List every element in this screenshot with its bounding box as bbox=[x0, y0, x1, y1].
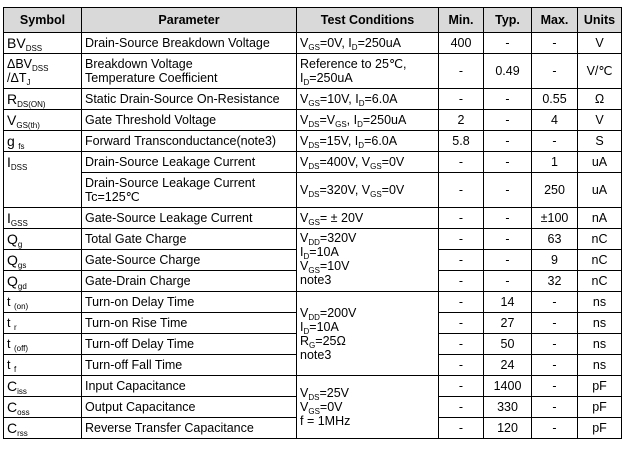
typ-cell: - bbox=[484, 33, 532, 54]
max-cell: - bbox=[532, 292, 578, 313]
symbol-cell: $\Delta BV_{DSS}$ $/\Delta T_J$ bbox=[4, 54, 82, 89]
max-cell: 1 bbox=[532, 152, 578, 173]
symbol-cell: $BV_{DSS}$ bbox=[4, 33, 82, 54]
typ-cell: - bbox=[484, 131, 532, 152]
symbol-cell: $Q_g$ bbox=[4, 229, 82, 250]
min-cell: - bbox=[439, 292, 484, 313]
typ-cell: 50 bbox=[484, 334, 532, 355]
table-row bbox=[4, 173, 622, 208]
unit-cell: pF bbox=[578, 418, 622, 439]
symbol-cell: t $_r$ bbox=[4, 313, 82, 334]
max-cell: - bbox=[532, 33, 578, 54]
min-cell: - bbox=[439, 376, 484, 397]
header-conditions: Test Conditions bbox=[297, 8, 439, 33]
header-symbol: Symbol bbox=[4, 8, 82, 33]
table-row bbox=[4, 376, 622, 397]
unit-cell: pF bbox=[578, 376, 622, 397]
conditions-cell: $V_{DS}=V_{GS}$, $I_D=250uA$ bbox=[297, 110, 439, 131]
max-cell: 4 bbox=[532, 110, 578, 131]
typ-cell: 27 bbox=[484, 313, 532, 334]
electrical-characteristics-table bbox=[3, 7, 622, 439]
header-units: Units bbox=[578, 8, 622, 33]
conditions-cell: Reference to 25℃, $I_D=250uA$ bbox=[297, 54, 439, 89]
max-cell: 0.55 bbox=[532, 89, 578, 110]
unit-cell: ns bbox=[578, 334, 622, 355]
parameter-cell: Static Drain-Source On-Resistance bbox=[82, 89, 297, 110]
typ-cell: 0.49 bbox=[484, 54, 532, 89]
min-cell: - bbox=[439, 208, 484, 229]
conditions-cell: $V_{DS}=400V$, $V_{GS}=0V$ bbox=[297, 152, 439, 173]
parameter-cell: Total Gate Charge bbox=[82, 229, 297, 250]
parameter-cell: Reverse Transfer Capacitance bbox=[82, 418, 297, 439]
parameter-cell: Gate-Drain Charge bbox=[82, 271, 297, 292]
symbol-cell: $I_{DSS}$ bbox=[4, 152, 82, 208]
max-cell: 250 bbox=[532, 173, 578, 208]
unit-cell: nC bbox=[578, 229, 622, 250]
unit-cell: nC bbox=[578, 250, 622, 271]
parameter-cell: Gate-Source Charge bbox=[82, 250, 297, 271]
symbol-cell: $R_{DS(ON)}$ bbox=[4, 89, 82, 110]
unit-cell: V bbox=[578, 110, 622, 131]
typ-cell: 120 bbox=[484, 418, 532, 439]
typ-cell: 14 bbox=[484, 292, 532, 313]
symbol-cell: $Q_{gd}$ bbox=[4, 271, 82, 292]
typ-cell: - bbox=[484, 110, 532, 131]
parameter-cell: Gate Threshold Voltage bbox=[82, 110, 297, 131]
header-max: Max. bbox=[532, 8, 578, 33]
conditions-cell: $V_{GS}= \pm 20V$ bbox=[297, 208, 439, 229]
min-cell: - bbox=[439, 334, 484, 355]
table-row bbox=[4, 33, 622, 54]
parameter-cell: Drain-Source Leakage Current Tc=125℃ bbox=[82, 173, 297, 208]
unit-cell: pF bbox=[578, 397, 622, 418]
min-cell: 2 bbox=[439, 110, 484, 131]
parameter-cell: Breakdown Voltage Temperature Coefficient bbox=[82, 54, 297, 89]
conditions-cell: $V_{DS}=320V$, $V_{GS}=0V$ bbox=[297, 173, 439, 208]
unit-cell: V/℃ bbox=[578, 54, 622, 89]
typ-cell: - bbox=[484, 250, 532, 271]
max-cell: - bbox=[532, 397, 578, 418]
conditions-cell: $V_{DD}=320V$ $I_D=10A$ $V_{GS}=10V$ note3 bbox=[297, 229, 439, 292]
typ-cell: - bbox=[484, 173, 532, 208]
symbol-cell: g $_{fs}$ bbox=[4, 131, 82, 152]
symbol-cell: t $_{(off)}$ bbox=[4, 334, 82, 355]
unit-cell: Ω bbox=[578, 89, 622, 110]
parameter-cell: Drain-Source Breakdown Voltage bbox=[82, 33, 297, 54]
unit-cell: uA bbox=[578, 152, 622, 173]
symbol-cell: $C_{rss}$ bbox=[4, 418, 82, 439]
unit-cell: ns bbox=[578, 313, 622, 334]
table-row bbox=[4, 152, 622, 173]
max-cell: - bbox=[532, 334, 578, 355]
min-cell: - bbox=[439, 173, 484, 208]
header-typ: Typ. bbox=[484, 8, 532, 33]
symbol-cell: $C_{oss}$ bbox=[4, 397, 82, 418]
parameter-cell: Turn-off Fall Time bbox=[82, 355, 297, 376]
symbol-cell: t $_f$ bbox=[4, 355, 82, 376]
table-row bbox=[4, 110, 622, 131]
symbol-cell: $I_{GSS}$ bbox=[4, 208, 82, 229]
typ-cell: 1400 bbox=[484, 376, 532, 397]
table-row bbox=[4, 229, 622, 250]
min-cell: - bbox=[439, 397, 484, 418]
typ-cell: - bbox=[484, 89, 532, 110]
max-cell: - bbox=[532, 418, 578, 439]
conditions-cell: $V_{DD}=200V$ $I_D=10A$ $R_G=25\Omega$ note3 bbox=[297, 292, 439, 376]
max-cell: - bbox=[532, 376, 578, 397]
header-parameter: Parameter bbox=[82, 8, 297, 33]
parameter-cell: Input Capacitance bbox=[82, 376, 297, 397]
min-cell: 5.8 bbox=[439, 131, 484, 152]
max-cell: 32 bbox=[532, 271, 578, 292]
max-cell: 63 bbox=[532, 229, 578, 250]
min-cell: - bbox=[439, 418, 484, 439]
min-cell: - bbox=[439, 271, 484, 292]
table-row bbox=[4, 131, 622, 152]
max-cell: - bbox=[532, 131, 578, 152]
symbol-cell: $V_{GS(th)}$ bbox=[4, 110, 82, 131]
unit-cell: uA bbox=[578, 173, 622, 208]
conditions-cell: $V_{GS}=0V$, $I_D=250uA$ bbox=[297, 33, 439, 54]
typ-cell: - bbox=[484, 152, 532, 173]
unit-cell: S bbox=[578, 131, 622, 152]
conditions-cell: $V_{GS}=10V$, $I_D=6.0A$ bbox=[297, 89, 439, 110]
table-row bbox=[4, 208, 622, 229]
typ-cell: - bbox=[484, 271, 532, 292]
parameter-cell: Drain-Source Leakage Current bbox=[82, 152, 297, 173]
min-cell: - bbox=[439, 355, 484, 376]
parameter-cell: Turn-on Rise Time bbox=[82, 313, 297, 334]
max-cell: - bbox=[532, 355, 578, 376]
conditions-cell: $V_{DS}=15V$, $I_D=6.0A$ bbox=[297, 131, 439, 152]
parameter-cell: Turn-off Delay Time bbox=[82, 334, 297, 355]
parameter-cell: Forward Transconductance(note3) bbox=[82, 131, 297, 152]
unit-cell: ns bbox=[578, 355, 622, 376]
symbol-cell: t $_{(on)}$ bbox=[4, 292, 82, 313]
typ-cell: 24 bbox=[484, 355, 532, 376]
conditions-cell: $V_{DS}=25V$ $V_{GS}=0V$ f = 1MHz bbox=[297, 376, 439, 439]
typ-cell: - bbox=[484, 208, 532, 229]
typ-cell: 330 bbox=[484, 397, 532, 418]
table-row bbox=[4, 292, 622, 313]
header-min: Min. bbox=[439, 8, 484, 33]
min-cell: - bbox=[439, 229, 484, 250]
parameter-cell: Gate-Source Leakage Current bbox=[82, 208, 297, 229]
unit-cell: V bbox=[578, 33, 622, 54]
header-row bbox=[4, 8, 622, 33]
min-cell: - bbox=[439, 152, 484, 173]
symbol-cell: $C_{iss}$ bbox=[4, 376, 82, 397]
max-cell: ±100 bbox=[532, 208, 578, 229]
typ-cell: - bbox=[484, 229, 532, 250]
max-cell: - bbox=[532, 54, 578, 89]
min-cell: - bbox=[439, 54, 484, 89]
min-cell: - bbox=[439, 250, 484, 271]
min-cell: - bbox=[439, 313, 484, 334]
max-cell: - bbox=[532, 313, 578, 334]
unit-cell: ns bbox=[578, 292, 622, 313]
table-row bbox=[4, 54, 622, 89]
max-cell: 9 bbox=[532, 250, 578, 271]
symbol-cell: $Q_{gs}$ bbox=[4, 250, 82, 271]
parameter-cell: Turn-on Delay Time bbox=[82, 292, 297, 313]
parameter-cell: Output Capacitance bbox=[82, 397, 297, 418]
min-cell: - bbox=[439, 89, 484, 110]
unit-cell: nC bbox=[578, 271, 622, 292]
table-row bbox=[4, 89, 622, 110]
unit-cell: nA bbox=[578, 208, 622, 229]
min-cell: 400 bbox=[439, 33, 484, 54]
